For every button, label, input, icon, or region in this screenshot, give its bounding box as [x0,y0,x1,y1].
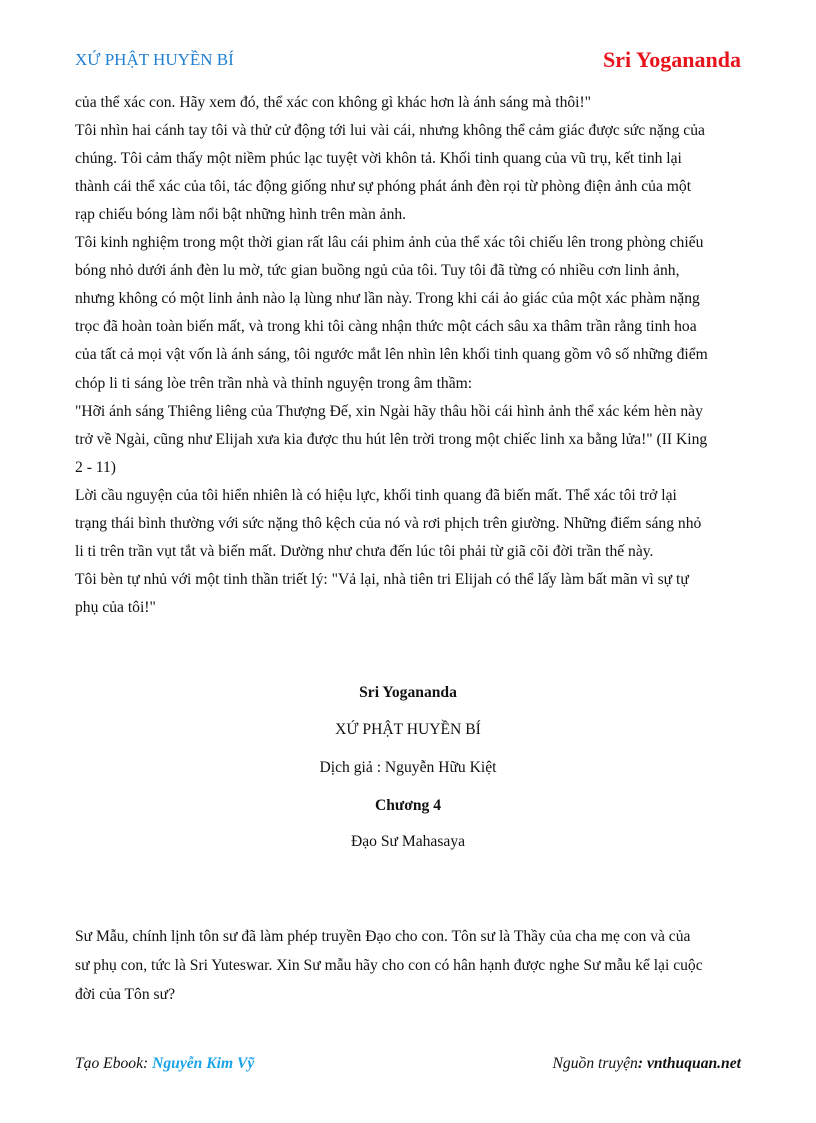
text-line: "Hỡi ánh sáng Thiêng liêng của Thượng Đế, xin Ngài hãy thâu hồi cái hình ảnh thể xác kém hèn này [75,402,703,420]
text-line: 2 - 11) [75,458,116,476]
text-line: Sư Mẫu, chính lịnh tôn sư đã làm phép truyền Đạo cho con. Tôn sư là Thầy của cha mẹ con và của [75,928,691,945]
text-line: bóng nhỏ dưới ánh đèn lu mờ, tức gian buồng ngủ của tôi. Tuy tôi đã từng có nhiều cơn linh ảnh, [75,262,680,280]
text-line: trở về Ngài, cũng như Elijah xưa kia được thu hút lên trời trong một chiếc linh xa bằng lửa!" (II King [75,430,708,448]
text-line: Tôi bèn tự nhủ với một tinh thần triết lý: "Vả lại, nhà tiên tri Elijah có thể lấy làm bất mãn vì sự tự [75,570,689,588]
text-line: nhưng không có một linh ảnh nào lạ lùng như lần này. Trong khi cái ảo giác của một xác phàm nặng [75,290,700,308]
text-line: đời của Tôn sư? [75,986,175,1003]
chapter-author: Sri Yogananda [359,684,457,701]
text-line: phụ của tôi!" [75,598,156,616]
text-line: Lời cầu nguyện của tôi hiển nhiên là có hiệu lực, khối tinh quang đã biến mất. Thể xác tôi trở lại [75,486,677,504]
text-line: của tất cả mọi vật vốn là ánh sáng, tôi ngước mắt lên nhìn lên khối tinh quang gồm vô số những điểm [75,346,708,364]
text-line: Tôi kinh nghiệm trong một thời gian rất lâu cái phim ảnh của thể xác tôi chiếu lên trong phòng chiếu [75,234,704,252]
source-site: vnthuquan.net [646,1055,741,1072]
text-line: trạng thái bình thường với sức nặng thô kệch của nó và rơi phịch trên giường. Những điểm sáng nhỏ [75,514,702,532]
text-line: của thể xác con. Hãy xem đó, thể xác con không gì khác hơn là ánh sáng mà thôi!" [75,94,592,111]
text-line: chóp li ti sáng lòe trên trần nhà và thỉnh nguyện trong âm thầm: [75,374,473,392]
text-line: rạp chiếu bóng làm nổi bật những hình trên màn ảnh. [75,206,407,224]
footer-source [553,1055,741,1073]
header-book-title: XỨ PHẬT HUYỀN BÍ [75,50,234,69]
text-line: chúng. Tôi cảm thấy một niềm phúc lạc tuyệt vời khôn tả. Khối tinh quang của vũ trụ, kết tinh lại [75,150,682,168]
ebook-label: Tạo Ebook [75,1055,144,1072]
chapter-number: Chương 4 [374,797,442,814]
text-line: thành cái thể xác của tôi, tác động giống như sự phóng phát ánh đèn rọi từ phòng điện ảnh của một [75,178,692,196]
chapter-book-title: XỨ PHẬT HUYỀN BÍ [335,721,481,738]
text-line: trọc đã hoàn toàn biến mất, và trong khi tôi càng nhận thức một cách sâu xa thâm trần rằng tinh hoa [75,318,697,336]
chapter-title: Đạo Sư Mahasaya [350,833,466,850]
header-author: Sri Yogananda [603,47,741,72]
ebook-sep: : [143,1055,153,1072]
text-line: Tôi nhìn hai cánh tay tôi và thử cử động tới lui vài cái, nhưng không thể cảm giác được sức nặng của [75,122,705,140]
source-label: Nguồn truyện [552,1055,638,1072]
translator: Dịch giả : Nguyễn Hữu Kiệt [319,759,497,776]
text-line: li ti trên trần vụt tắt và biến mất. Dường như chưa đến lúc tôi phải từ giã cõi đời trần thế này. [75,542,654,560]
source-sep: : [637,1055,647,1072]
footer-ebook-credit [75,1055,254,1073]
ebook-creator: Nguyễn Kim Vỹ [152,1055,255,1072]
text-line: sư phụ con, tức là Sri Yuteswar. Xin Sư mẫu hãy cho con có hân hạnh được nghe Sư mẫu kể lại cuộc [75,957,703,974]
